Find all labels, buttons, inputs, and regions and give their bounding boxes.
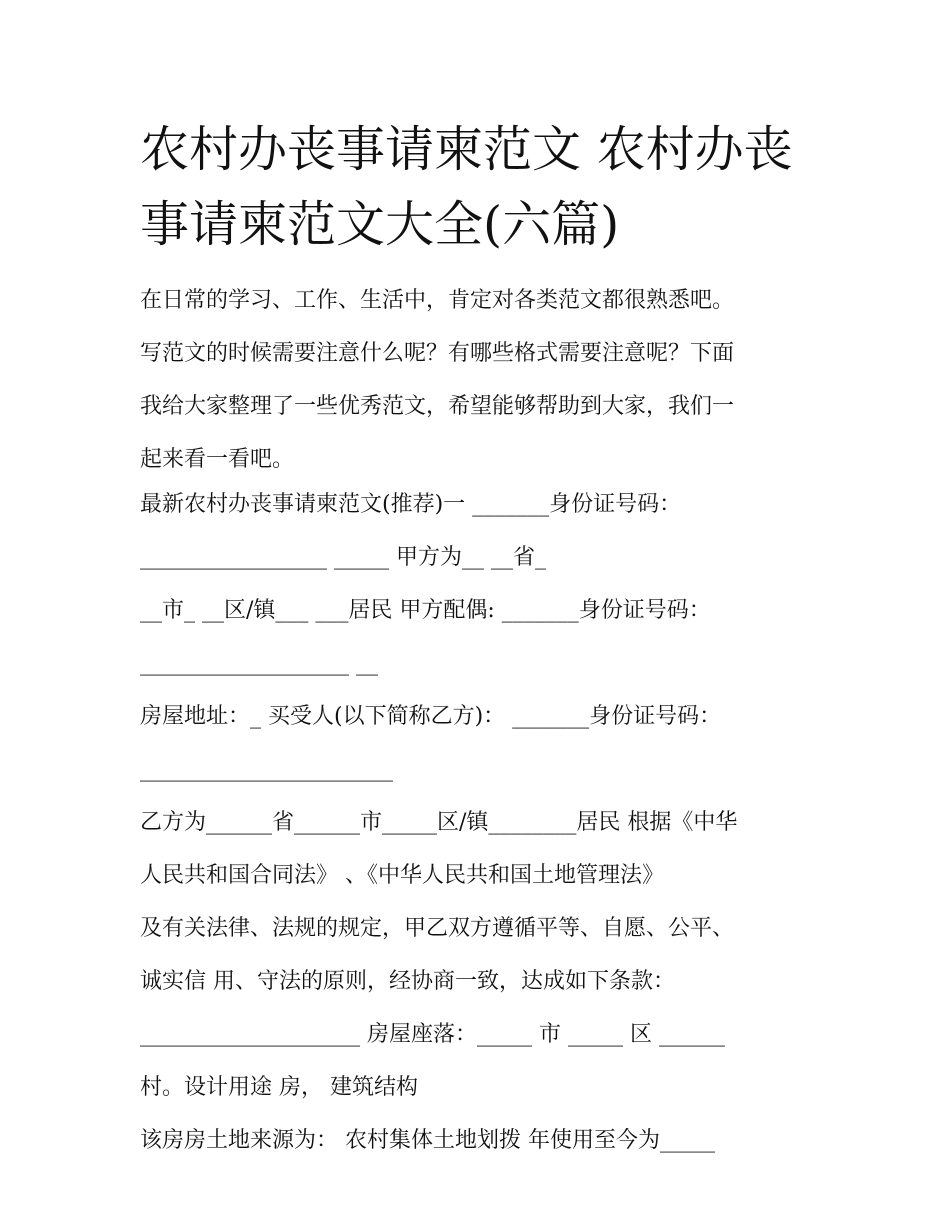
body-line-8: 人民共和国合同法》 、《中华人民共和国土地管理法》 [140, 863, 664, 888]
intro-line-3: 我给大家整理了一些优秀范文，希望能够帮助到大家，我们一 [140, 394, 735, 419]
body-line-5: 房屋地址：_ 买受人(以下简称乙方)： _______身份证号码： [140, 704, 722, 729]
body-line-13: 该房房土地来源为： 农村集体土地划拨 年使用至今为_____ [140, 1128, 715, 1153]
body-line-2: _________________ _____ 甲方为__ __省_ [140, 545, 546, 570]
body-line-12: 村。设计用途 房， 建筑结构 [140, 1075, 418, 1100]
intro-paragraph [140, 274, 840, 486]
body-line-11: ____________________ 房屋座落：_____ 市 _____ 区 ______ [140, 1022, 725, 1047]
contract-body [140, 478, 840, 1167]
document-title [140, 112, 840, 262]
intro-line-4: 起来看一看吧。 [140, 447, 295, 472]
intro-line-1: 在日常的学习、工作、生活中，肯定对各类范文都很熟悉吧。 [140, 288, 735, 313]
intro-line-2: 写范文的时候需要注意什么呢？有哪些格式需要注意呢？下面 [140, 341, 735, 366]
body-line-1: 最新农村办丧事请柬范文(推荐)一 _______身份证号码： [140, 492, 682, 517]
body-line-9: 及有关法律、法规的规定，甲乙双方遵循平等、自愿、公平、 [140, 916, 735, 941]
title-line-1: 农村办丧事请柬范文 农村办丧 [140, 121, 793, 178]
body-line-7: 乙方为______省______市_____区/镇________居民 根据《中华 [140, 810, 738, 835]
body-line-6: _______________________ [140, 757, 393, 782]
body-line-4: ___________________ __ [140, 651, 378, 676]
body-line-10: 诚实信 用、守法的原则，经协商一致，达成如下条款： [140, 969, 675, 994]
body-line-3: __市_ __区/镇___ ___居民 甲方配偶: _______身份证号码： [140, 598, 711, 623]
title-line-2: 事请柬范文大全(六篇) [140, 196, 620, 253]
